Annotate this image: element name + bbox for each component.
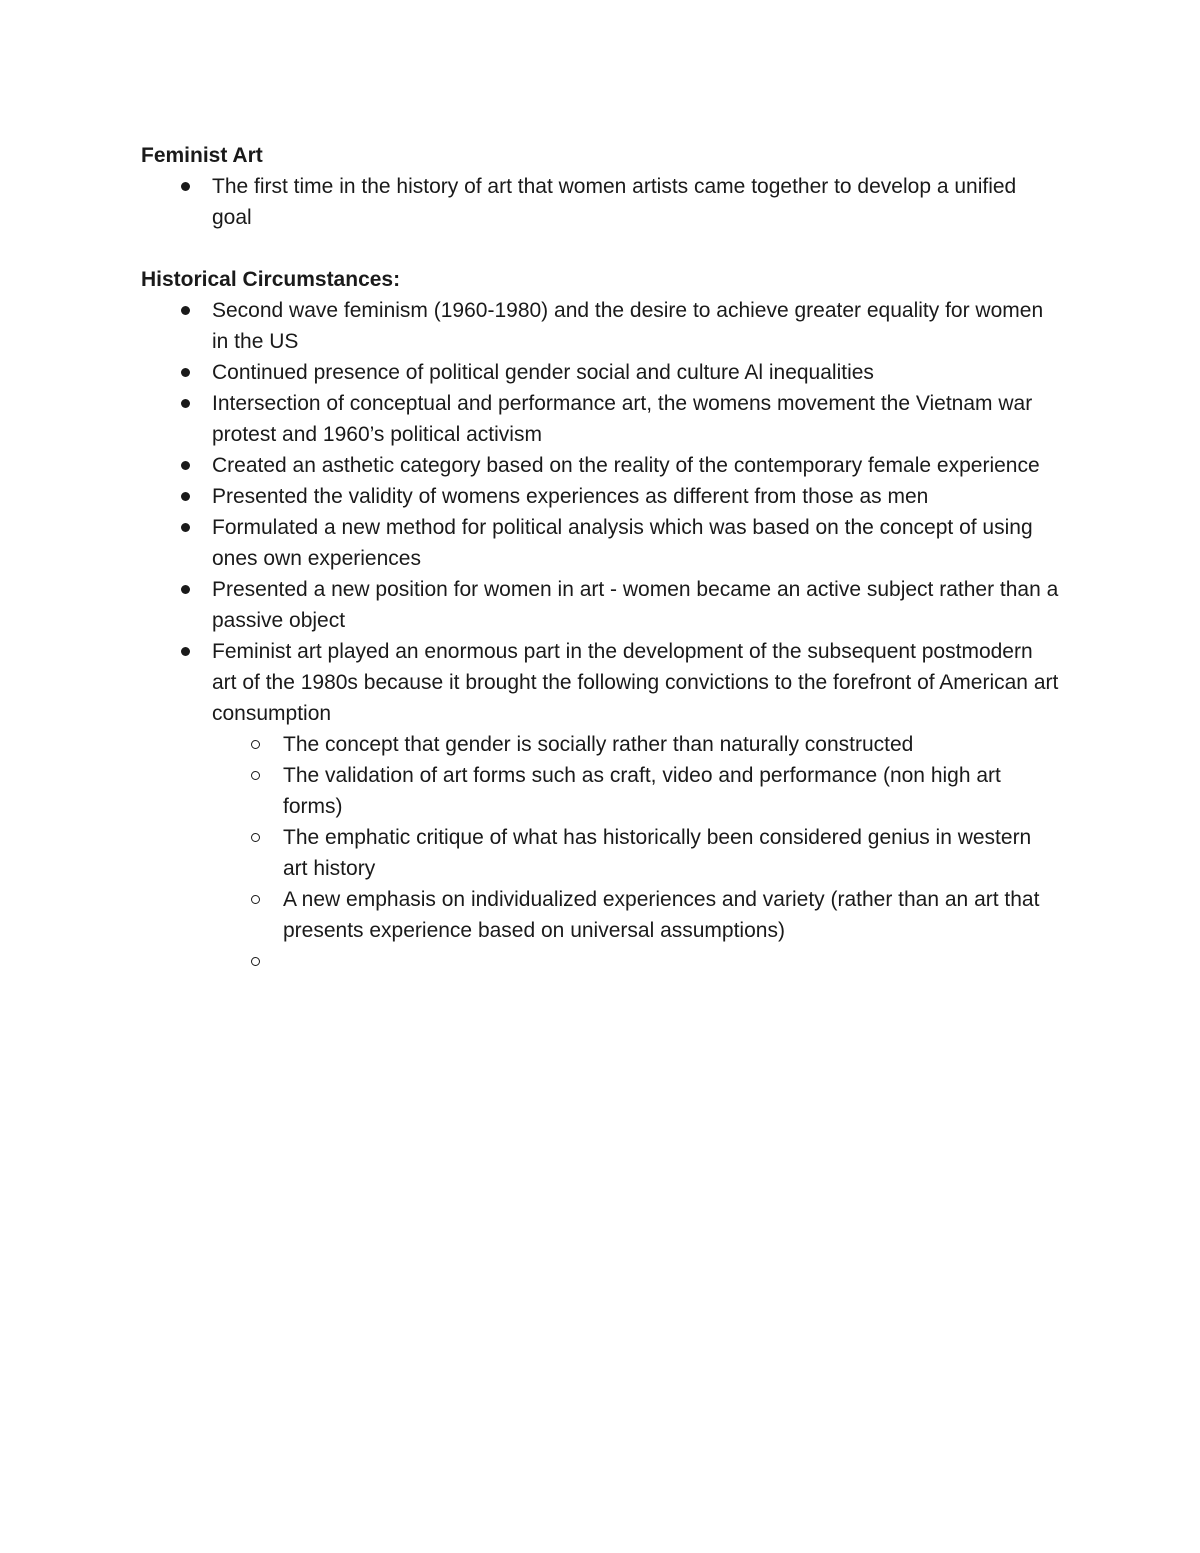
bullet-icon xyxy=(181,306,190,315)
list-item xyxy=(141,357,1061,388)
bullet-icon xyxy=(181,461,190,470)
list-item-text: The first time in the history of art that women artists came together to develop a unified goal xyxy=(212,175,1017,229)
sub-list-item xyxy=(212,822,1061,884)
list-item xyxy=(141,481,1061,512)
hollow-bullet-icon xyxy=(251,833,260,842)
sub-list-item-text: The emphatic critique of what has historically been considered genius in western art history xyxy=(283,826,1032,880)
bullet-icon xyxy=(181,368,190,377)
sub-list-item-empty xyxy=(212,946,1061,986)
bullet-icon xyxy=(181,399,190,408)
bullet-list xyxy=(141,171,1061,233)
list-item xyxy=(141,636,1061,729)
hollow-bullet-icon xyxy=(251,957,260,966)
bullet-icon xyxy=(181,182,190,191)
list-item-text: Formulated a new method for political analysis which was based on the concept of using ones own experiences xyxy=(212,516,1033,570)
hollow-bullet-icon xyxy=(251,895,260,904)
list-item-text: Intersection of conceptual and performance art, the womens movement the Vietnam war protest and 1960’s political activism xyxy=(212,392,1033,446)
sub-list-item xyxy=(212,760,1061,822)
sub-list-item-text: The concept that gender is socially rather than naturally constructed xyxy=(283,733,914,756)
list-item-text: Continued presence of political gender social and culture Al inequalities xyxy=(212,361,874,384)
list-item xyxy=(141,295,1061,357)
hollow-bullet-icon xyxy=(251,771,260,780)
sub-bullet-list xyxy=(212,729,1061,986)
list-item xyxy=(141,171,1061,233)
sub-list-item xyxy=(212,884,1061,946)
list-item-text: Second wave feminism (1960-1980) and the desire to achieve greater equality for women in the US xyxy=(212,299,1044,353)
section-heading-feminist-art: Feminist Art xyxy=(141,144,263,167)
sub-list-item xyxy=(212,729,1061,760)
bullet-icon xyxy=(181,523,190,532)
sub-list-item-text: The validation of art forms such as craft, video and performance (non high art forms) xyxy=(283,764,1001,818)
sub-list-item-text: A new emphasis on individualized experiences and variety (rather than an art that presents experience based on universal assumptions) xyxy=(283,888,1040,942)
list-item xyxy=(141,450,1061,481)
list-item xyxy=(141,388,1061,450)
section-heading-historical-circumstances: Historical Circumstances: xyxy=(141,268,401,291)
list-item-text: Created an asthetic category based on the reality of the contemporary female experience xyxy=(212,454,1040,477)
bullet-icon xyxy=(181,585,190,594)
bullet-icon xyxy=(181,647,190,656)
hollow-bullet-icon xyxy=(251,740,260,749)
bullet-list xyxy=(141,295,1061,729)
list-item-text: Presented a new position for women in art - women became an active subject rather than a passive object xyxy=(212,578,1059,632)
list-item-text: Feminist art played an enormous part in the development of the subsequent postmodern art of the 1980s because it brought the following convictions to the forefront of American art consumption xyxy=(212,640,1059,725)
bullet-icon xyxy=(181,492,190,501)
document-page xyxy=(141,140,1061,986)
list-item-text: Presented the validity of womens experiences as different from those as men xyxy=(212,485,929,508)
list-item xyxy=(141,512,1061,574)
list-item xyxy=(141,574,1061,636)
